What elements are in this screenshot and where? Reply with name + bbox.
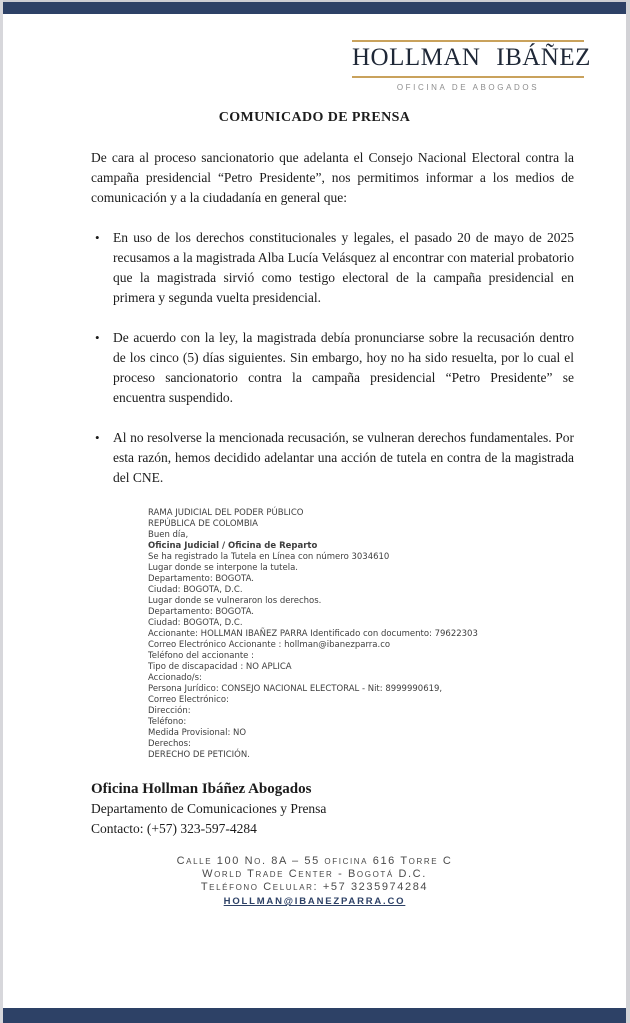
document-body bbox=[91, 148, 574, 761]
tutela-line: Departamento: BOGOTA. bbox=[148, 574, 254, 584]
tutela-line: Medida Provisional: NO bbox=[148, 728, 247, 738]
tutela-registration-line bbox=[148, 552, 574, 563]
footer-phone-line: Teléfono Celular: +57 3235974284 bbox=[200, 881, 429, 893]
tutela-line: REPÚBLICA DE COLOMBIA bbox=[148, 519, 259, 529]
firm-logo bbox=[352, 40, 591, 92]
tutela-line: Correo Electrónico: bbox=[148, 695, 229, 705]
firm-logo-name: HOLLMAN IBÁÑEZ bbox=[352, 40, 584, 78]
tutela-line: RAMA JUDICIAL DEL PODER PÚBLICO bbox=[148, 508, 304, 518]
tutela-line: Departamento: BOGOTA. bbox=[148, 607, 254, 617]
brand-color-bar-top bbox=[3, 2, 626, 14]
tutela-provisional-measure bbox=[148, 728, 574, 739]
tutela-defendant bbox=[148, 673, 574, 728]
brand-color-bar-bottom bbox=[3, 1008, 626, 1023]
signature-block bbox=[91, 779, 626, 839]
footer-email-link[interactable]: HOLLMAN@IBANEZPARRA.CO bbox=[223, 896, 406, 907]
tutela-line: Ciudad: BOGOTA, D.C. bbox=[148, 618, 243, 628]
bullet-list bbox=[91, 228, 574, 488]
tutela-line: Teléfono del accionante : bbox=[148, 651, 254, 661]
tutela-place-violated bbox=[148, 596, 574, 629]
tutela-rights bbox=[148, 739, 574, 761]
tutela-line: Se ha registrado la Tutela en Línea con número 3034610 bbox=[148, 552, 390, 562]
tutela-line: Tipo de discapacidad : NO APLICA bbox=[148, 662, 292, 672]
tutela-header bbox=[148, 508, 574, 530]
tutela-office-line: Oficina Judicial / Oficina de Reparto bbox=[148, 541, 318, 551]
tutela-line: Ciudad: BOGOTA, D.C. bbox=[148, 585, 243, 595]
tutela-claimant bbox=[148, 629, 574, 673]
bullet-item-plazo: • De acuerdo con la ley, la magistrada debía pronunciarse sobre la recusación dentro de los cinco (5) días siguientes. Sin embargo, hoy no ha sido resuelta, por lo cual el proceso sancionatorio contra la campaña presidencial “Petro Presidente” se encuentra suspendido. bbox=[91, 328, 574, 408]
intro-paragraph: De cara al proceso sancionatorio que adelanta el Consejo Nacional Electoral contra la campaña presidencial “Petro Presidente”, nos permitimos informar a los medios de comunicación y a la ciudadanía en general que: bbox=[91, 150, 574, 205]
tutela-place-filed bbox=[148, 563, 574, 596]
tutela-line: Lugar donde se vulneraron los derechos. bbox=[148, 596, 322, 606]
tutela-line: DERECHO DE PETICIÓN. bbox=[148, 750, 250, 760]
tutela-line: Accionante: HOLLMAN IBAÑEZ PARRA Identificado con documento: 79622303 bbox=[148, 629, 478, 639]
tutela-line: Dirección: bbox=[148, 706, 191, 716]
tutela-line: Derechos: bbox=[148, 739, 191, 749]
footer-building-line: World Trade Center - Bogotá D.C. bbox=[202, 868, 427, 880]
bullet-item-recusacion: • En uso de los derechos constitucionales y legales, el pasado 20 de mayo de 2025 recusamos a la magistrada Alba Lucía Velásquez al encontrar con material probatorio que la magistrada sirvió como testigo electoral de la campaña presidencial en primera y segunda vuelta presidencial. bbox=[91, 228, 574, 308]
tutela-line: Persona Jurídico: CONSEJO NACIONAL ELECTORAL - Nit: 8999990619, bbox=[148, 684, 443, 694]
footer-contact-block bbox=[3, 855, 626, 908]
footer-address-line: Calle 100 No. 8A – 55 oficina 616 Torre C bbox=[176, 855, 453, 867]
signature-department: Departamento de Comunicaciones y Prensa bbox=[91, 801, 327, 816]
tutela-registration-block bbox=[148, 508, 574, 761]
signature-contact: Contacto: (+57) 323-597-4284 bbox=[91, 821, 257, 836]
bullet-item-tutela: • Al no resolverse la mencionada recusación, se vulneran derechos fundamentales. Por esta razón, hemos decidido adelantar una acción de tutela en contra de la magistrada del CNE. bbox=[91, 428, 574, 488]
tutela-line: Correo Electrónico Accionante : hollman@ibanezparra.co bbox=[148, 640, 391, 650]
tutela-line: Accionado/s: bbox=[148, 673, 202, 683]
signature-office-name: Oficina Hollman Ibáñez Abogados bbox=[91, 781, 312, 797]
tutela-line: Teléfono: bbox=[148, 717, 187, 727]
tutela-line: Buen día, bbox=[148, 530, 189, 540]
tutela-line: Lugar donde se interpone la tutela. bbox=[148, 563, 298, 573]
document-title: COMUNICADO DE PRENSA bbox=[218, 110, 411, 125]
firm-logo-tagline: OFICINA DE ABOGADOS bbox=[396, 83, 540, 92]
tutela-greeting bbox=[148, 530, 574, 552]
